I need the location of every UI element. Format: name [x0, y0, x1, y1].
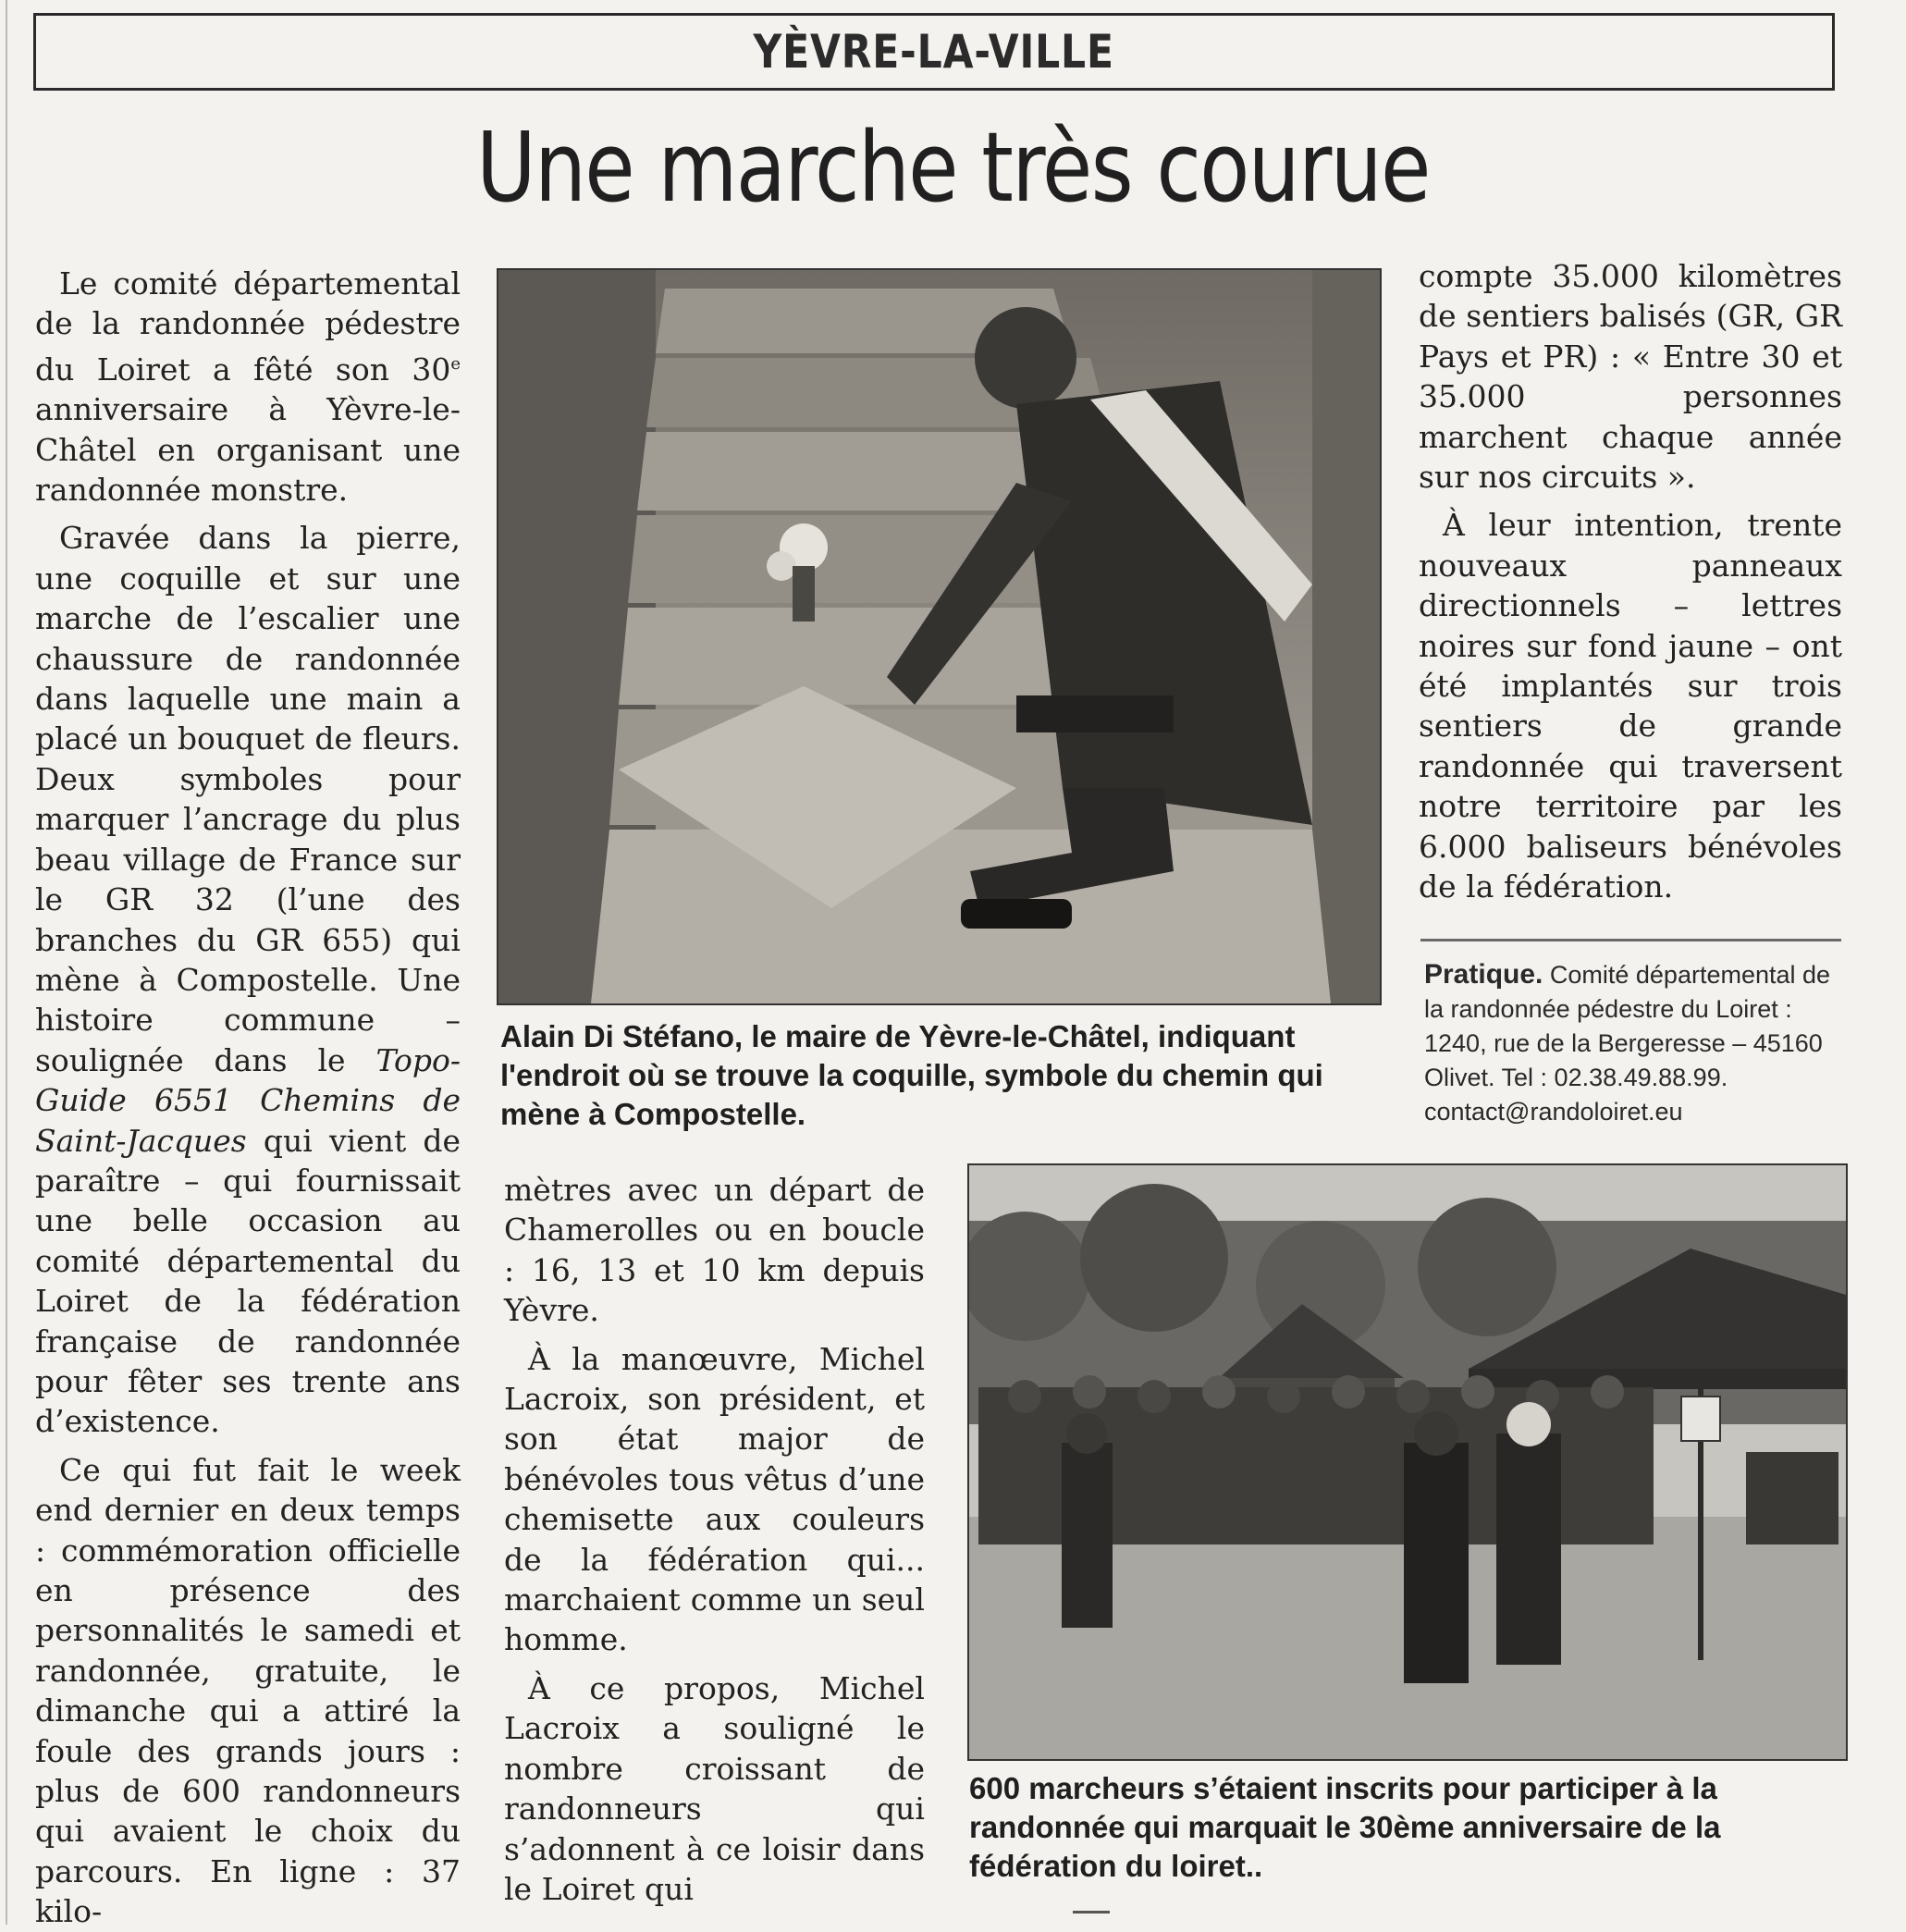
paragraph-2-text-a: Gravée dans la pierre, une coquille et sur une marche de l’escalier une chaussure de randonnée dans laquelle une main a placé un bouquet de fleurs. Deux symboles pour marquer l’ancrage du plus beau village de France sur le GR 32 (l’une des branches du GR 655) qui mène à Compostelle. Une histoire commune – soulignée dans le [35, 520, 461, 1078]
photo-mayor-caption: Alain Di Stéfano, le maire de Yèvre-le-Châtel, indiquant l'endroit où se trouve la coquille, symbole du chemin qui mène à Compostelle. [500, 1019, 1323, 1131]
paragraph-7: compte 35.000 kilomètres de sentiers balisés (GR, GR Pays et PR) : « Entre 30 et 35.000 personnes marchent chaque année sur nos circuits ». [1419, 258, 1842, 496]
topo-guide-title: Topo-Guide 6551 Chemins de Saint-Jacques [35, 1041, 461, 1159]
paragraph-5: À la manœuvre, Michel Lacroix, son président, et son état major de bénévoles tous vêtus d’une chemisette aux couleurs de la fédération qui... marchaient comme un seul homme. [504, 1340, 925, 1658]
pratique-text: Comité départemental de la randonnée pédestre du Loiret : 1240, rue de la Bergeresse – 45160 Olivet. Tel : 02.38.49.88.99. contact@randoloiret.eu [1424, 961, 1831, 1126]
photo-walkers-crowd-illustration [969, 1165, 1846, 1759]
paragraph-1-text-b: anniversaire à Yèvre-le-Châtel en organisant une randonnée monstre. [35, 391, 461, 509]
section-header [33, 13, 1835, 91]
photo-mayor-stairs-illustration [498, 270, 1380, 1003]
paragraph-1 [35, 264, 461, 510]
photo-walkers-crowd [967, 1163, 1848, 1761]
article-column-3 [1419, 256, 1842, 907]
photo-walkers-caption: 600 marcheurs s’étaient inscrits pour participer à la randonnée qui marquait le 30ème anniversaire de la fédération du loiret.. [969, 1771, 1721, 1883]
paragraph-8: À leur intention, trente nouveaux panneaux directionnels – lettres noires sur fond jaune – ont été implantés sur trois sentiers de grande randonnée qui traversent notre territoire par les 6.000 baliseurs bénévoles de la fédération. [1419, 507, 1842, 905]
paragraph-2-text-b: qui vient de paraître – qui fournissait une belle occasion au comité départemental du Loiret de la fédération française de randonnée pour fêter ses trente ans d’existence. [35, 1122, 461, 1440]
section-title: YÈVRE-LA-VILLE [753, 25, 1115, 79]
headline [0, 111, 1906, 224]
headline-text: Une marche très courue [476, 111, 1430, 224]
photo-mayor-stairs [497, 268, 1382, 1005]
pratique-divider [1420, 939, 1841, 941]
article-column-1 [35, 264, 461, 1932]
page-edge-rule [6, 0, 7, 1925]
pratique-box [1424, 957, 1842, 1129]
ordinal-superscript: e [450, 353, 461, 374]
pratique-label: Pratique. [1424, 959, 1543, 990]
article-column-2 [504, 1170, 925, 1909]
paragraph-4: mètres avec un départ de Chamerolles ou en boucle : 16, 13 et 10 km depuis Yèvre. [504, 1172, 925, 1329]
paragraph-3: Ce qui fut fait le week end dernier en deux temps : commémoration officielle en présence des personnalités le samedi et randonnée, gratuite, le dimanche qui a attiré la foule des grands jours : plus de 600 randonneurs qui avaient le choix du parcours. En ligne : 37 kilo- [35, 1451, 461, 1930]
paragraph-6: À ce propos, Michel Lacroix a souligné le nombre croissant de randonneurs qui s’adonnent à ce loisir dans le Loiret qui [504, 1669, 925, 1907]
page-footer-mark [1073, 1911, 1110, 1914]
paragraph-2 [35, 518, 461, 1441]
paragraph-1-text-a: Le comité départemental de la randonnée pédestre du Loiret a fêté son 30 [35, 265, 461, 388]
